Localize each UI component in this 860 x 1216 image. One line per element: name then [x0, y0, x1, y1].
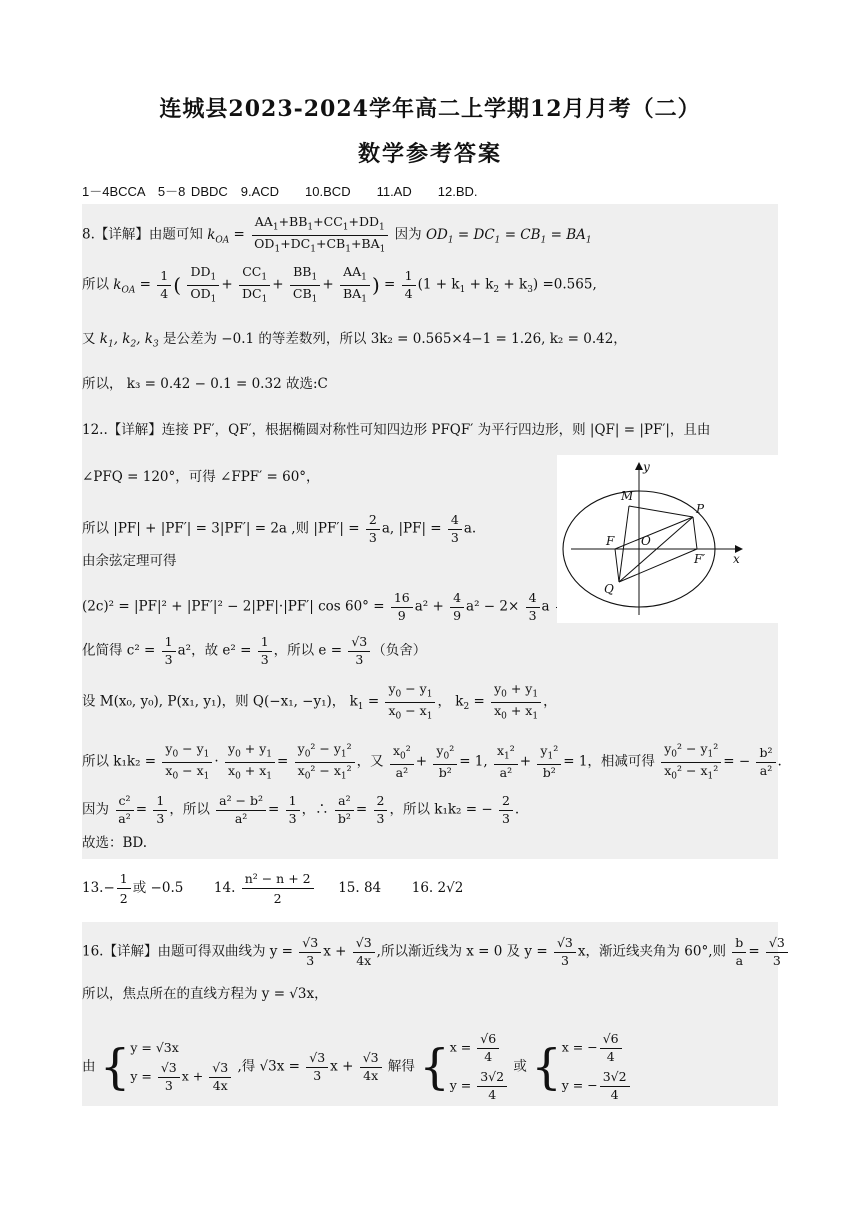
- q8-value: =0.565,: [542, 276, 597, 293]
- q8-because: 因为: [394, 226, 422, 243]
- q13-label: 13.: [82, 880, 104, 896]
- q12-line8c: ，相减可得: [587, 753, 655, 770]
- q8-line2: 所以 $k_{OA}$ = $\frac{1}{4}$ ( $\frac{DD_1}{OD_1}$ + $\frac{CC_1}{DC_1}$ + $\frac{BB_1}{CB_1}$ + $\frac{AA_1}{BA_1}$ ) = $\frac{1}{4}$ $(1 + k_1 + k_2 + k_3) =0.565$,: [82, 264, 597, 304]
- ellipse-diagram: [557, 455, 779, 623]
- q16-line1a: 16.【详解】由题可得双曲线为 y =: [82, 943, 293, 960]
- q15-answer: 15. 84: [338, 880, 382, 896]
- q16-line1c: x，渐近线夹角为 60°,则: [577, 943, 726, 960]
- q12-line4: 由余弦定理可得: [82, 553, 177, 569]
- q8-line1: 8.【详解】由题可知 $k_{OA}$ = $\frac{AA_1+BB_1+CC_1+DD_1}{OD_1+DC_1+CB_1+BA_1}$ 因为 $OD_1 = DC_1 = CB_1 = BA_1$: [82, 214, 592, 254]
- choice-answers: 1－4BCCA 5－8 DBDC 9.ACD 10.BCD 11.AD 12.BD.: [82, 184, 478, 199]
- document-title: 连城县2023-2024学年高二上学期12月月考（二）: [159, 96, 701, 122]
- q12-line8: 所以 k₁k₂ = $\frac{y_0 - y_1}{x_0 - x_1}$ · $\frac{y_0 + y_1}{x_0 + x_1}$ = $\frac{y_0^2 - y_1^2}{x_0^2 - x_1^2}$ ，又 $\frac{x_0^2}{\text{a²}}$ + $\frac{y_0^2}{\text{b²}}$ = 1, $\frac{x_1^2}{\text{a²}}$ + $\frac{y_1^2}{\text{b²}}$ = 1，相减可得 $\frac{y_0^2 - y_1^2}{x_0^2 - x_1^2}$ = − $\frac{\text{b²}}{\text{a²}}$ .: [82, 741, 782, 781]
- q16-answer: 16. 2√2: [411, 880, 464, 896]
- q16-line3c: 解得: [387, 1058, 415, 1075]
- label-m: M: [621, 489, 634, 503]
- q12-line3a: 所以 |PF| + |PF′| = 3|PF′| = 2a ,则 |PF′| =: [82, 520, 360, 537]
- q12-line6c: ，所以 e =: [273, 642, 343, 659]
- label-f-prime: F′: [694, 552, 706, 566]
- label-f: F: [606, 534, 615, 548]
- q12-line7-text: 设 M(x₀, y₀), P(x₁, y₁)，则 Q(−x₁, −y₁)，: [82, 693, 346, 710]
- q12-line5: (2c)² = |PF|² + |PF′|² − 2|PF|·|PF′| cos 60° = $\frac{16}{9}$ a² + $\frac{4}{9}$ a² − 2× $\frac{4}{3}$ a: [82, 592, 606, 622]
- q12-line6a: 化简得 c² =: [82, 642, 156, 659]
- q12-line9c: ，∴: [301, 801, 329, 818]
- q14-label: 14.: [213, 880, 236, 896]
- label-y: y: [643, 460, 650, 474]
- q12-line6d: （负舍）: [372, 642, 427, 659]
- label-p: P: [696, 502, 705, 516]
- q12-line5a: (2c)² = |PF|² + |PF′|² − 2|PF|·|PF′| cos 60° =: [82, 598, 385, 615]
- q8-line3-eq: 3k₂ = 0.565×4−1 = 1.26, k₂ = 0.42，: [370, 331, 627, 347]
- q12-line9b: ，所以: [169, 801, 210, 818]
- q12-line3b: a, |PF| =: [381, 520, 442, 537]
- q8-line3-mid2: 的等差数列，所以: [258, 331, 367, 347]
- q8-line3-prefix: 又: [82, 331, 96, 347]
- q8-line3-mid: 是公差为: [163, 331, 218, 347]
- label-o: O: [641, 534, 651, 548]
- q12-line8a: 所以 k₁k₂ =: [82, 753, 157, 770]
- figure-labels: [604, 460, 740, 596]
- ellipse-segments: [615, 506, 697, 582]
- q16-line3: 由 { y = √3x y = $\frac{√3}{3}$ x + $\frac{√3}{4x}$ ,得 √3x = $\frac{√3}{3}$ x + $\frac{√3}{4x}$ 解得 { x = $\frac{√6}{4}$ y = $\frac{3√2}{4}$ 或 { x = − $\frac{√6}{4}$ y = − $\frac{3√2}{4}$: [82, 1033, 632, 1101]
- q12-line7: 设 M(x₀, y₀), P(x₁, y₁)，则 Q(−x₁, −y₁)， $k_1$ = $\frac{y_0 - y_1}{x_0 - x_1}$ ， $k_2$ = $\frac{y_0 + y_1}{x_0 + x_1}$ ，: [82, 681, 557, 721]
- q12-line6b: a²，故 e² =: [177, 642, 252, 659]
- label-x: x: [733, 552, 740, 566]
- ellipse-figure: [557, 455, 779, 623]
- document-subtitle: 数学参考答案: [357, 141, 502, 167]
- q12-line6: 化简得 c² = $\frac{1}{3}$ a²，故 e² = $\frac{1}{3}$ ，所以 e = $\frac{√3}{3}$ （负舍）: [82, 634, 427, 667]
- q12-line9a: 因为: [82, 801, 109, 818]
- q16-line3b: ,得 √3x =: [237, 1058, 300, 1075]
- q12-line9: 因为 $\frac{\text{c²}}{\text{a²}}$ = $\frac{1}{3}$ ，所以 $\frac{\text{a² − b²}}{\text{a²}}$ = $\frac{1}{3}$ ，∴ $\frac{\text{a²}}{\text{b²}}$ = $\frac{2}{3}$ ，所以 k₁k₂ = − $\frac{2}{3}$ .: [82, 793, 520, 826]
- q8-so: 所以: [82, 276, 109, 293]
- fill-in-answers: 13.− $\frac{1}{2}$ 或 −0.5 14. $\frac{\text{n² − n + 2}}{2}$ 15. 84 16. 2√2: [82, 871, 464, 906]
- q12-line3c: a.: [463, 520, 477, 537]
- q12-line8b: ，又: [356, 753, 384, 770]
- q16-line3a: 由: [82, 1058, 96, 1075]
- q12-line9d: ，所以 k₁k₂ = −: [389, 801, 493, 818]
- q8-label: 8.【详解】由题可知: [82, 226, 203, 243]
- q8-line3: 又 $k_1$, $k_2$, $k_3$ 是公差为 −0.1 的等差数列，所以 3k₂ = 0.565×4−1 = 1.26, k₂ = 0.42，: [82, 331, 627, 350]
- q12-line10: 故选：BD.: [82, 835, 148, 851]
- q13-tail: 或 −0.5: [132, 880, 184, 896]
- q16-line3d: 或: [513, 1058, 527, 1075]
- q12-line2: ∠PFQ = 120°，可得 ∠FPF′ = 60°，: [82, 469, 320, 485]
- q16-line1b: ,所以渐近线为 x = 0 及 y =: [376, 943, 548, 960]
- q16-line2: 所以，焦点所在的直线方程为 y = √3x，: [82, 986, 328, 1002]
- q8-line4: 所以， k₃ = 0.42 − 0.1 = 0.32 故选:C: [82, 376, 328, 392]
- q16-line1: 16.【详解】由题可得双曲线为 y = $\frac{√3}{3}$ x + $\frac{√3}{4x}$ ,所以渐近线为 x = 0 及 y = $\frac{√3}{3}$ x，渐近线夹角为 60°,则 $\frac{b}{a}$ = $\frac{√3}{3}$: [82, 937, 790, 967]
- q12-line1: 12..【详解】连接 PF′，QF′，根据椭圆对称性可知四边形 PFQF′ 为平行四边形，则 |QF| = |PF′|，且由: [82, 422, 711, 438]
- label-q: Q: [604, 582, 614, 596]
- q12-line3: 所以 |PF| + |PF′| = 3|PF′| = 2a ,则 |PF′| = $\frac{2}{3}$ a, |PF| = $\frac{4}{3}$ a.: [82, 512, 477, 545]
